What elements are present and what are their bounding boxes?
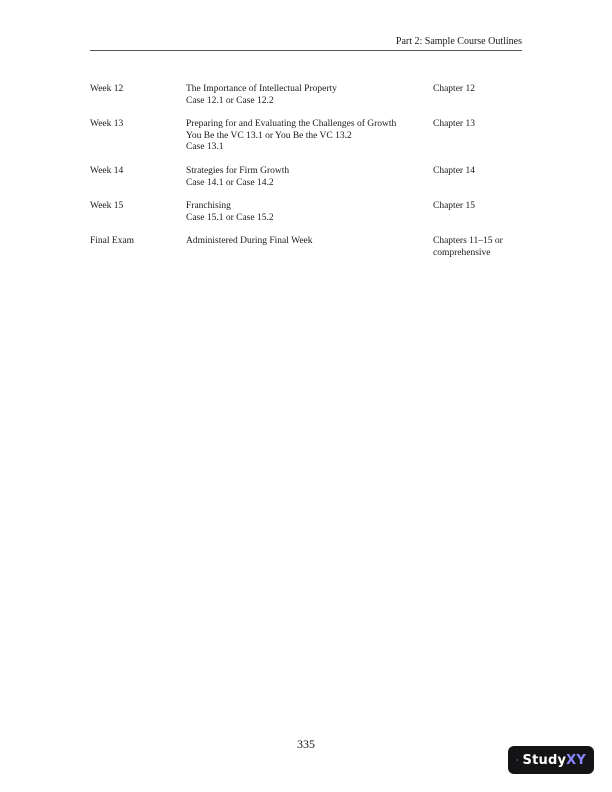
topic-cell bbox=[186, 84, 430, 107]
topic-cell bbox=[186, 119, 430, 154]
schedule-row bbox=[90, 201, 522, 236]
reading-line: comprehensive bbox=[433, 247, 491, 258]
topic-line: You Be the VC 13.1 or You Be the VC 13.2 bbox=[186, 130, 352, 141]
reading-cell bbox=[433, 201, 523, 213]
week-label: Week 15 bbox=[90, 201, 124, 211]
reading-line: Chapter 12 bbox=[433, 84, 475, 94]
badge-logo-text bbox=[523, 753, 586, 768]
topic-line: Administered During Final Week bbox=[186, 236, 313, 246]
reading-cell bbox=[433, 119, 523, 131]
topic-line: The Importance of Intellectual Property bbox=[186, 84, 337, 94]
reading-cell bbox=[433, 84, 523, 96]
plus-sparkle-icon bbox=[516, 753, 519, 767]
week-label: Week 13 bbox=[90, 119, 124, 129]
topic-cell bbox=[186, 201, 430, 224]
topic-line: Case 15.1 or Case 15.2 bbox=[186, 212, 274, 223]
reading-line: Chapters 11–15 or bbox=[433, 236, 503, 246]
week-label: Week 12 bbox=[90, 84, 124, 94]
topic-line: Case 12.1 or Case 12.2 bbox=[186, 95, 274, 106]
schedule-row bbox=[90, 119, 522, 166]
reading-cell bbox=[433, 236, 523, 259]
topic-line: Case 13.1 bbox=[186, 142, 224, 152]
running-header-title: Part 2: Sample Course Outlines bbox=[395, 36, 522, 47]
schedule-row bbox=[90, 166, 522, 201]
badge-text-study: Study bbox=[522, 752, 567, 768]
running-header bbox=[90, 38, 522, 51]
badge-text-xy: XY bbox=[566, 752, 586, 768]
page-number: 335 bbox=[297, 737, 315, 751]
course-schedule bbox=[90, 84, 522, 260]
reading-line: Chapter 14 bbox=[433, 166, 475, 176]
reading-line: Chapter 15 bbox=[433, 201, 475, 211]
week-label: Final Exam bbox=[90, 236, 135, 246]
topic-cell bbox=[186, 236, 430, 248]
schedule-row bbox=[90, 236, 522, 260]
reading-cell bbox=[433, 166, 523, 178]
studyxy-badge[interactable] bbox=[508, 746, 594, 774]
topic-cell bbox=[186, 166, 430, 189]
topic-line: Franchising bbox=[186, 201, 231, 211]
topic-line: Case 14.1 or Case 14.2 bbox=[186, 177, 274, 188]
week-label: Week 14 bbox=[90, 166, 124, 176]
topic-line: Strategies for Firm Growth bbox=[186, 166, 290, 176]
topic-line: Preparing for and Evaluating the Challenges of Growth bbox=[186, 119, 397, 129]
schedule-row bbox=[90, 84, 522, 119]
reading-line: Chapter 13 bbox=[433, 119, 475, 129]
